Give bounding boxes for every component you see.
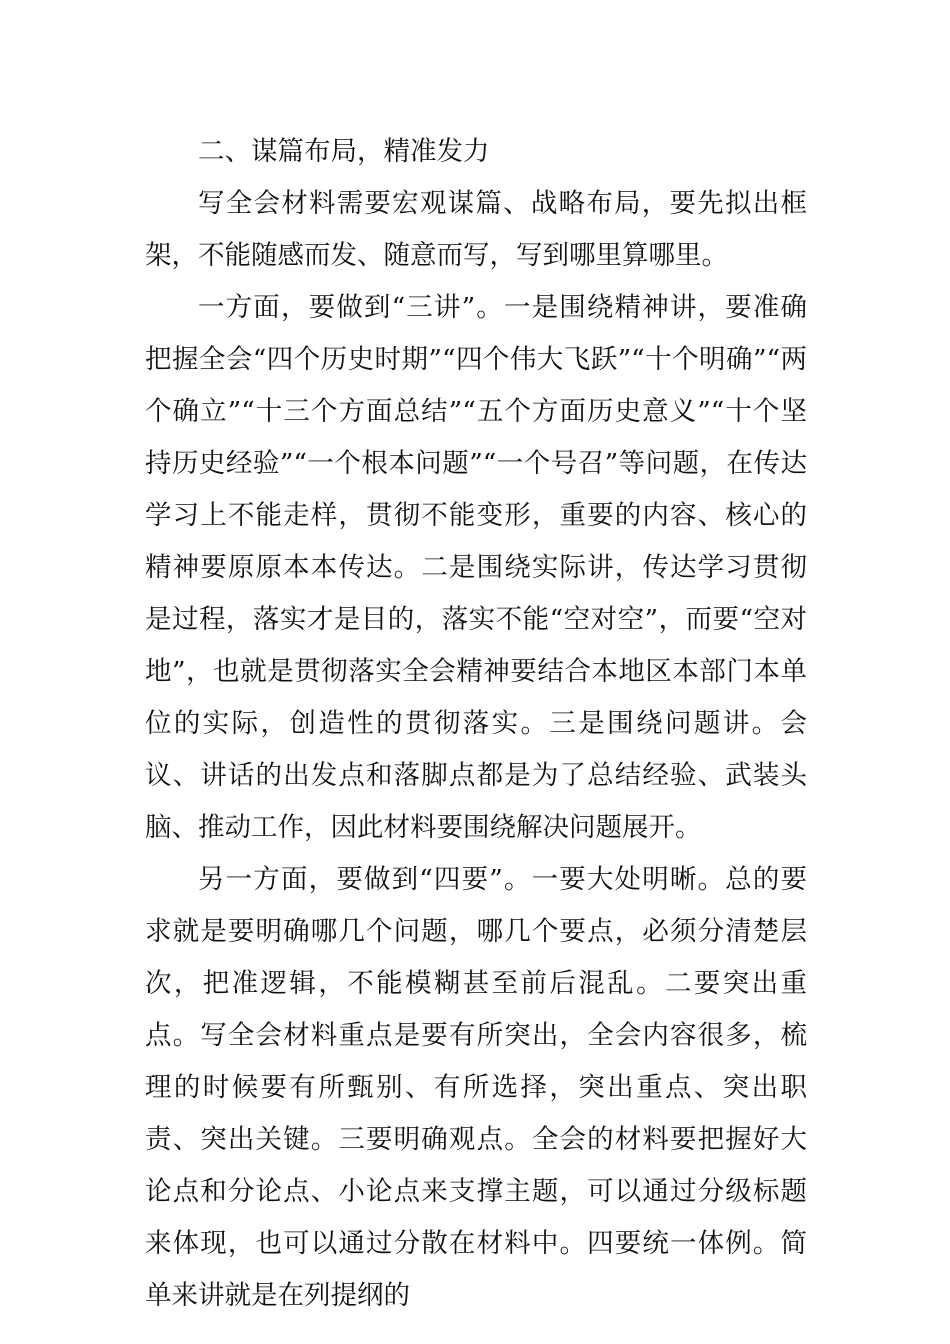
paragraph-four-requirements: 另一方面，要做到“四要”。一要大处明晰。总的要求就是要明确哪几个问题，哪几个要点，必须分清楚层次，把准逻辑，不能模糊甚至前后混乱。二要突出重点。写全会材料重点是要有所突出，全会内容很多，梳理的时候要有所甄别、有所选择，突出重点、突出职责、突出关键。三要明确观点。全会的材料要把握好大论点和分论点、小论点来支撑主题，可以通过分级标题来体现，也可以通过分散在材料中。四要统一体例。简单来讲就是在列提纲的: [145, 864, 807, 1311]
paragraph-intro: 写全会材料需要宏观谋篇、战略布局，要先拟出框架，不能随感而发、随意而写，写到哪里算哪里。: [145, 188, 807, 271]
document-body: [145, 126, 807, 1322]
paragraph-three-talks: 一方面，要做到“三讲”。一是围绕精神讲，要准确把握全会“四个历史时期”“四个伟大飞跃”“十个明确”“两个确立”“十三个方面总结”“五个方面历史意义”“十个坚持历史经验”“一个根本问题”“一个号召”等问题，在传达学习上不能走样，贯彻不能变形，重要的内容、核心的精神要原原本本传达。二是围绕实际讲，传达学习贯彻是过程，落实才是目的，落实不能“空对空”，而要“空对地”，也就是贯彻落实全会精神要结合本地区本部门本单位的实际，创造性的贯彻落实。三是围绕问题讲。会议、讲话的出发点和落脚点都是为了总结经验、武装头脑、推动工作，因此材料要围绕解决问题展开。: [145, 292, 807, 843]
section-heading: 二、谋篇布局，精准发力: [198, 136, 490, 167]
